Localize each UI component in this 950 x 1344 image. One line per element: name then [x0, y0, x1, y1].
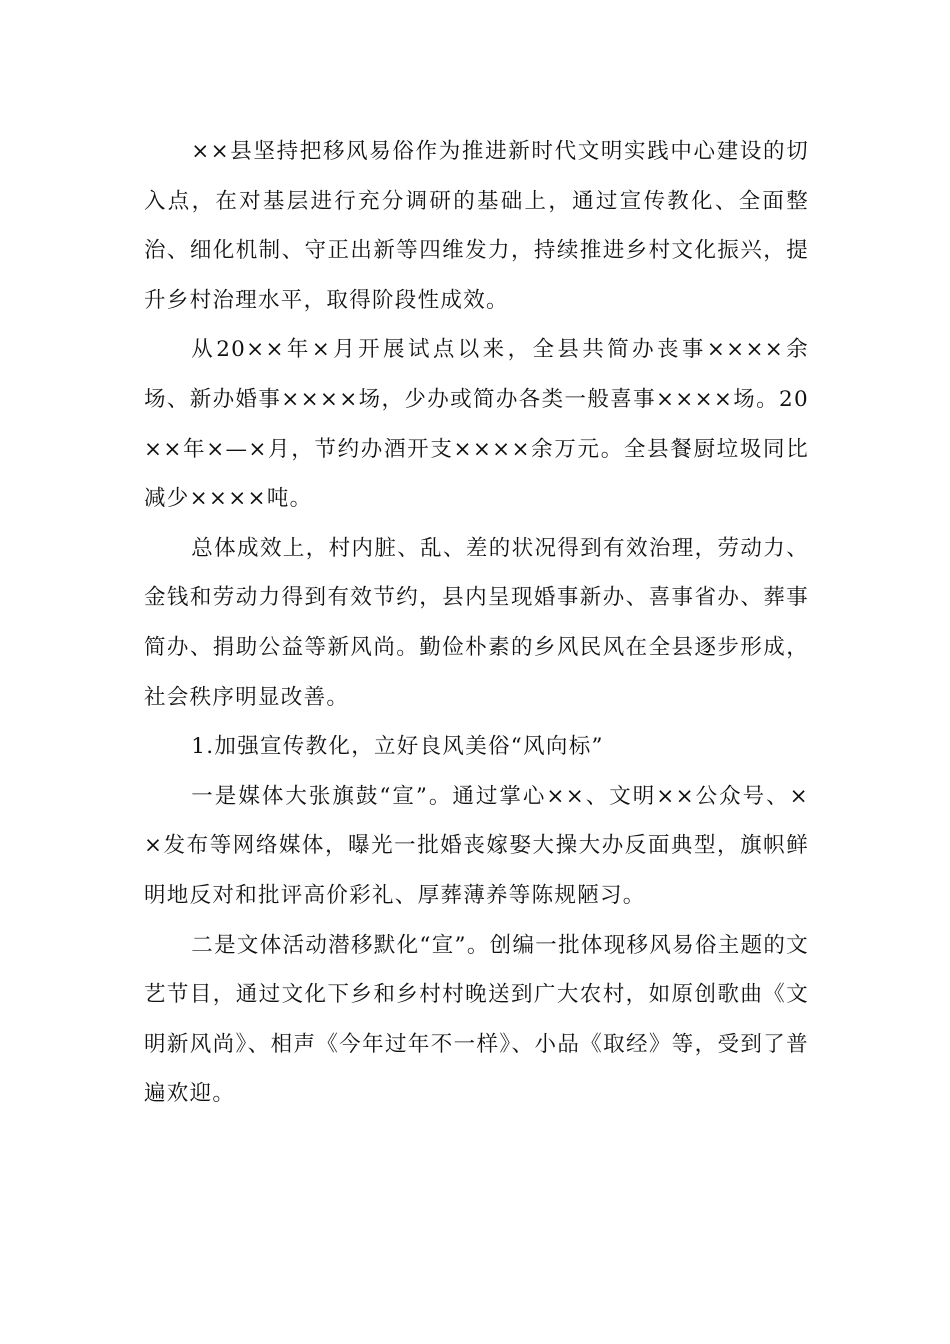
paragraph-overall-results: 总体成效上，村内脏、乱、差的状况得到有效治理，劳动力、金钱和劳动力得到有效节约，县内呈现婚事新办、喜事省办、葬事简办、捐助公益等新风尚。勤俭朴素的乡风民风在全县逐步形成，社会秩序明显改善。 [144, 535, 809, 710]
section-heading: 1.加强宣传教化，立好良风美俗“风向标” [191, 734, 604, 760]
document-body [144, 127, 809, 1119]
paragraph-statistics: 从20××年×月开展试点以来，全县共简办丧事××××余场、新办婚事××××场，少办或简办各类一般喜事××××场。20××年×—×月，节约办酒开支××××余万元。全县餐厨垃圾同比减少××××吨。 [144, 337, 809, 512]
paragraph-media-publicity: 一是媒体大张旗鼓“宣”。通过掌心××、文明××公众号、××发布等网络媒体，曝光一批婚丧嫁娶大操大办反面典型，旗帜鲜明地反对和批评高价彩礼、厚葬薄养等陈规陋习。 [144, 783, 809, 908]
paragraph-cultural-activities: 二是文体活动潜移默化“宣”。创编一批体现移风易俗主题的文艺节目，通过文化下乡和乡村村晚送到广大农村，如原创歌曲《文明新风尚》、相声《今年过年不一样》、小品《取经》等，受到了普遍欢迎。 [144, 932, 809, 1107]
paragraph-intro: ××县坚持把移风易俗作为推进新时代文明实践中心建设的切入点，在对基层进行充分调研的基础上，通过宣传教化、全面整治、细化机制、守正出新等四维发力，持续推进乡村文化振兴，提升乡村治理水平，取得阶段性成效。 [144, 139, 809, 313]
